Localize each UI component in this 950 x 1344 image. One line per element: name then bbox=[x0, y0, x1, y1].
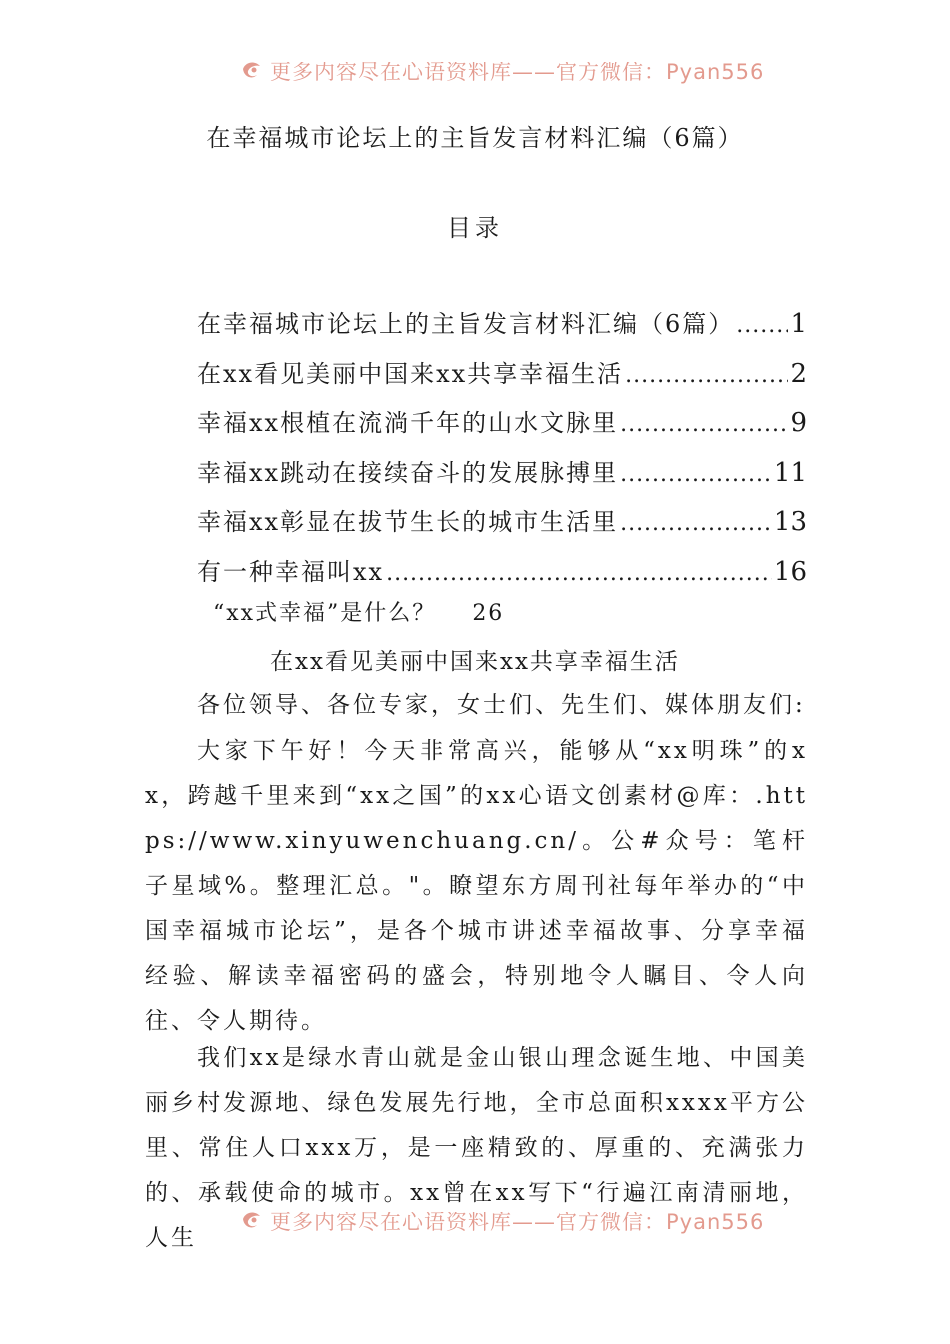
toc-entry[interactable] bbox=[197, 354, 807, 404]
toc-entry-page: 16 bbox=[773, 556, 807, 587]
table-of-contents bbox=[197, 304, 807, 601]
toc-entry-title: 幸福xx根植在流淌千年的山水文脉里 bbox=[197, 409, 619, 437]
watermark-top bbox=[0, 62, 950, 92]
toc-leader-dots bbox=[386, 561, 772, 586]
toc-entry-page: 1 bbox=[790, 309, 807, 339]
toc-entry[interactable] bbox=[197, 502, 807, 552]
toc-entry-page: 2 bbox=[790, 358, 807, 389]
intro-paragraph: 大家下午好！今天非常高兴，能够从“xx明珠”的xx，跨越千里来到“xx之国”的xx心语文创素材@库：.https://www.xinyuwenchuang.cn/。公#众号：笔杆子星域%。整理汇总。"。瞭望东方周刊社每年举办的“中国幸福城市论坛”，是各个城市讲述幸福故事、分享幸福经验、解读幸福密码的盛会，特别地令人瞩目、令人向往、令人期待。 bbox=[145, 738, 808, 1034]
toc-leader-dots bbox=[620, 462, 772, 487]
toc-entry[interactable] bbox=[197, 403, 807, 453]
toc-entry-title: 在xx看见美丽中国来xx共享幸福生活 bbox=[197, 359, 624, 388]
brand-logo-icon bbox=[240, 1212, 264, 1236]
toc-entry-title: 有一种幸福叫xx bbox=[197, 557, 385, 586]
watermark-bottom bbox=[0, 1212, 950, 1242]
watermark-text: 更多内容尽在心语资料库——官方微信：Pyan556 bbox=[270, 62, 765, 84]
toc-leader-dots bbox=[620, 412, 788, 437]
toc-entry-page: 13 bbox=[773, 507, 807, 537]
toc-entry[interactable] bbox=[197, 453, 807, 503]
toc-entry[interactable] bbox=[197, 552, 807, 602]
toc-entry-page: 11 bbox=[773, 457, 807, 488]
toc-leader-dots bbox=[625, 363, 788, 388]
toc-entry[interactable] bbox=[197, 304, 807, 354]
brand-logo-icon bbox=[240, 62, 264, 86]
greeting-paragraph: 各位领导、各位专家，女士们、先生们、媒体朋友们: bbox=[197, 692, 806, 718]
toc-leader-dots bbox=[620, 511, 772, 536]
toc-extra-entry[interactable] bbox=[213, 596, 504, 627]
toc-entry-title: 在幸福城市论坛上的主旨发言材料汇编（6篇） bbox=[197, 310, 735, 338]
toc-entry-page: 9 bbox=[790, 408, 807, 438]
toc-entry-title: “xx式幸福”是什么？ bbox=[213, 601, 437, 626]
document-title: 在幸福城市论坛上的主旨发言材料汇编（6篇） bbox=[206, 124, 744, 152]
toc-entry-title: 幸福xx彰显在拔节生长的城市生活里 bbox=[197, 508, 619, 536]
toc-leader-dots bbox=[736, 313, 788, 338]
watermark-text: 更多内容尽在心语资料库——官方微信：Pyan556 bbox=[270, 1212, 765, 1234]
toc-entry-title: 幸福xx跳动在接续奋斗的发展脉搏里 bbox=[197, 458, 619, 487]
body-paragraph: 我们xx是绿水青山就是金山银山理念诞生地、中国美丽乡村发源地、绿色发展先行地，全市总面积xxxx平方公里、常住人口xxx万，是一座精致的、厚重的、充满张力的、承载使命的城市。xx曾在xx写下“行遍江南清丽地，人生 bbox=[145, 1045, 808, 1251]
toc-entry-page: 26 bbox=[472, 601, 505, 626]
section-heading: 在xx看见美丽中国来xx共享幸福生活 bbox=[270, 649, 680, 675]
toc-heading: 目录 bbox=[447, 214, 503, 242]
